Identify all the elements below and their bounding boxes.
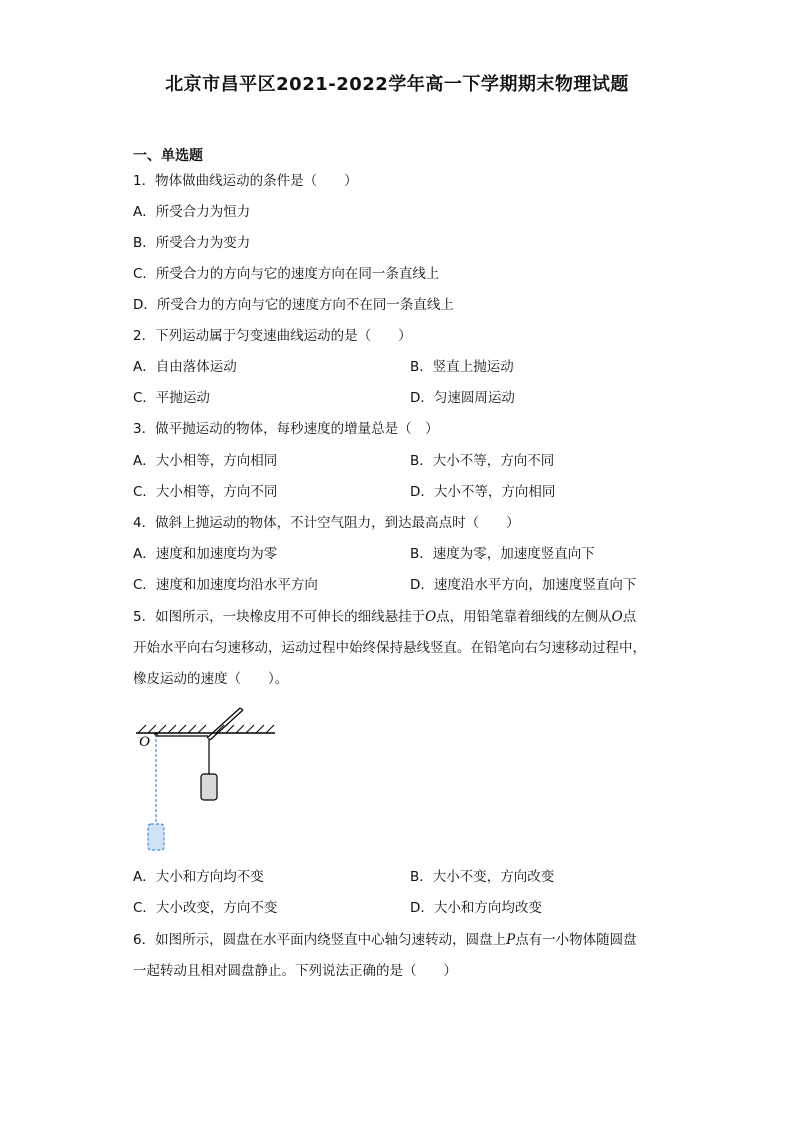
question-5-stem-line-1: 5．如图所示，一块橡皮用不可伸长的细线悬挂于O点，用铅笔靠着细线的左侧从O点 bbox=[133, 609, 637, 625]
question-3-option-d: D．大小不等，方向相同 bbox=[410, 484, 556, 500]
question-2-option-b: B．竖直上抛运动 bbox=[410, 359, 514, 375]
point-o-label: O bbox=[611, 609, 623, 625]
question-6-stem-line-1: 6．如图所示，圆盘在水平面内绕竖直中心轴匀速转动，圆盘上P点有一小物体随圆盘 bbox=[133, 932, 637, 948]
point-p-label: P bbox=[506, 932, 516, 948]
point-o-label: O bbox=[425, 609, 437, 625]
question-5-stem-line-3: 橡皮运动的速度（ ）。 bbox=[133, 671, 289, 687]
question-3-option-a: A．大小相等，方向相同 bbox=[133, 453, 278, 469]
question-5-stem-line-2: 开始水平向右匀速移动，运动过程中始终保持悬线竖直。在铅笔向右匀速移动过程中， bbox=[133, 640, 646, 656]
pencil-edge-2 bbox=[210, 710, 243, 740]
question-5-option-d: D．大小和方向均改变 bbox=[410, 900, 542, 916]
question-1-option-c: C．所受合力的方向与它的速度方向在同一条直线上 bbox=[133, 266, 440, 282]
point-o-figure-label: O bbox=[139, 734, 150, 750]
question-2-option-a: A．自由落体运动 bbox=[133, 359, 237, 375]
page-title: 北京市昌平区2021-2022学年高一下学期期末物理试题 bbox=[165, 74, 629, 95]
initial-eraser-dashed bbox=[148, 824, 164, 850]
question-4-option-d: D．速度沿水平方向，加速度竖直向下 bbox=[410, 577, 637, 593]
question-3-option-c: C．大小相等，方向不同 bbox=[133, 484, 278, 500]
question-4-stem: 4．做斜上抛运动的物体，不计空气阻力，到达最高点时（ ） bbox=[133, 515, 520, 531]
question-1-option-d: D．所受合力的方向与它的速度方向不在同一条直线上 bbox=[133, 297, 454, 313]
pendulum-pencil-figure bbox=[130, 700, 280, 860]
question-5-option-b: B．大小不变，方向改变 bbox=[410, 869, 555, 885]
question-2-option-c: C．平抛运动 bbox=[133, 390, 210, 406]
question-2-stem: 2．下列运动属于匀变速曲线运动的是（ ） bbox=[133, 328, 412, 344]
question-1-option-b: B．所受合力为变力 bbox=[133, 235, 251, 251]
question-5-option-a: A．大小和方向均不变 bbox=[133, 869, 264, 885]
pencil-end bbox=[240, 708, 243, 710]
question-1-stem: 1．物体做曲线运动的条件是（ ） bbox=[133, 173, 358, 189]
question-1-option-a: A．所受合力为恒力 bbox=[133, 204, 251, 220]
eraser bbox=[201, 774, 217, 800]
question-3-option-b: B．大小不等，方向不同 bbox=[410, 453, 555, 469]
question-4-option-a: A．速度和加速度均为零 bbox=[133, 546, 278, 562]
question-4-option-c: C．速度和加速度均沿水平方向 bbox=[133, 577, 318, 593]
question-4-option-b: B．速度为零，加速度竖直向下 bbox=[410, 546, 595, 562]
question-3-stem: 3．做平抛运动的物体，每秒速度的增量总是（ ） bbox=[133, 421, 439, 437]
ceiling-hatching bbox=[138, 725, 274, 733]
question-6-stem-line-2: 一起转动且相对圆盘静止。下列说法正确的是（ ） bbox=[133, 963, 457, 979]
question-5-option-c: C．大小改变，方向不变 bbox=[133, 900, 278, 916]
question-2-option-d: D．匀速圆周运动 bbox=[410, 390, 515, 406]
section-heading: 一、单选题 bbox=[133, 148, 203, 164]
